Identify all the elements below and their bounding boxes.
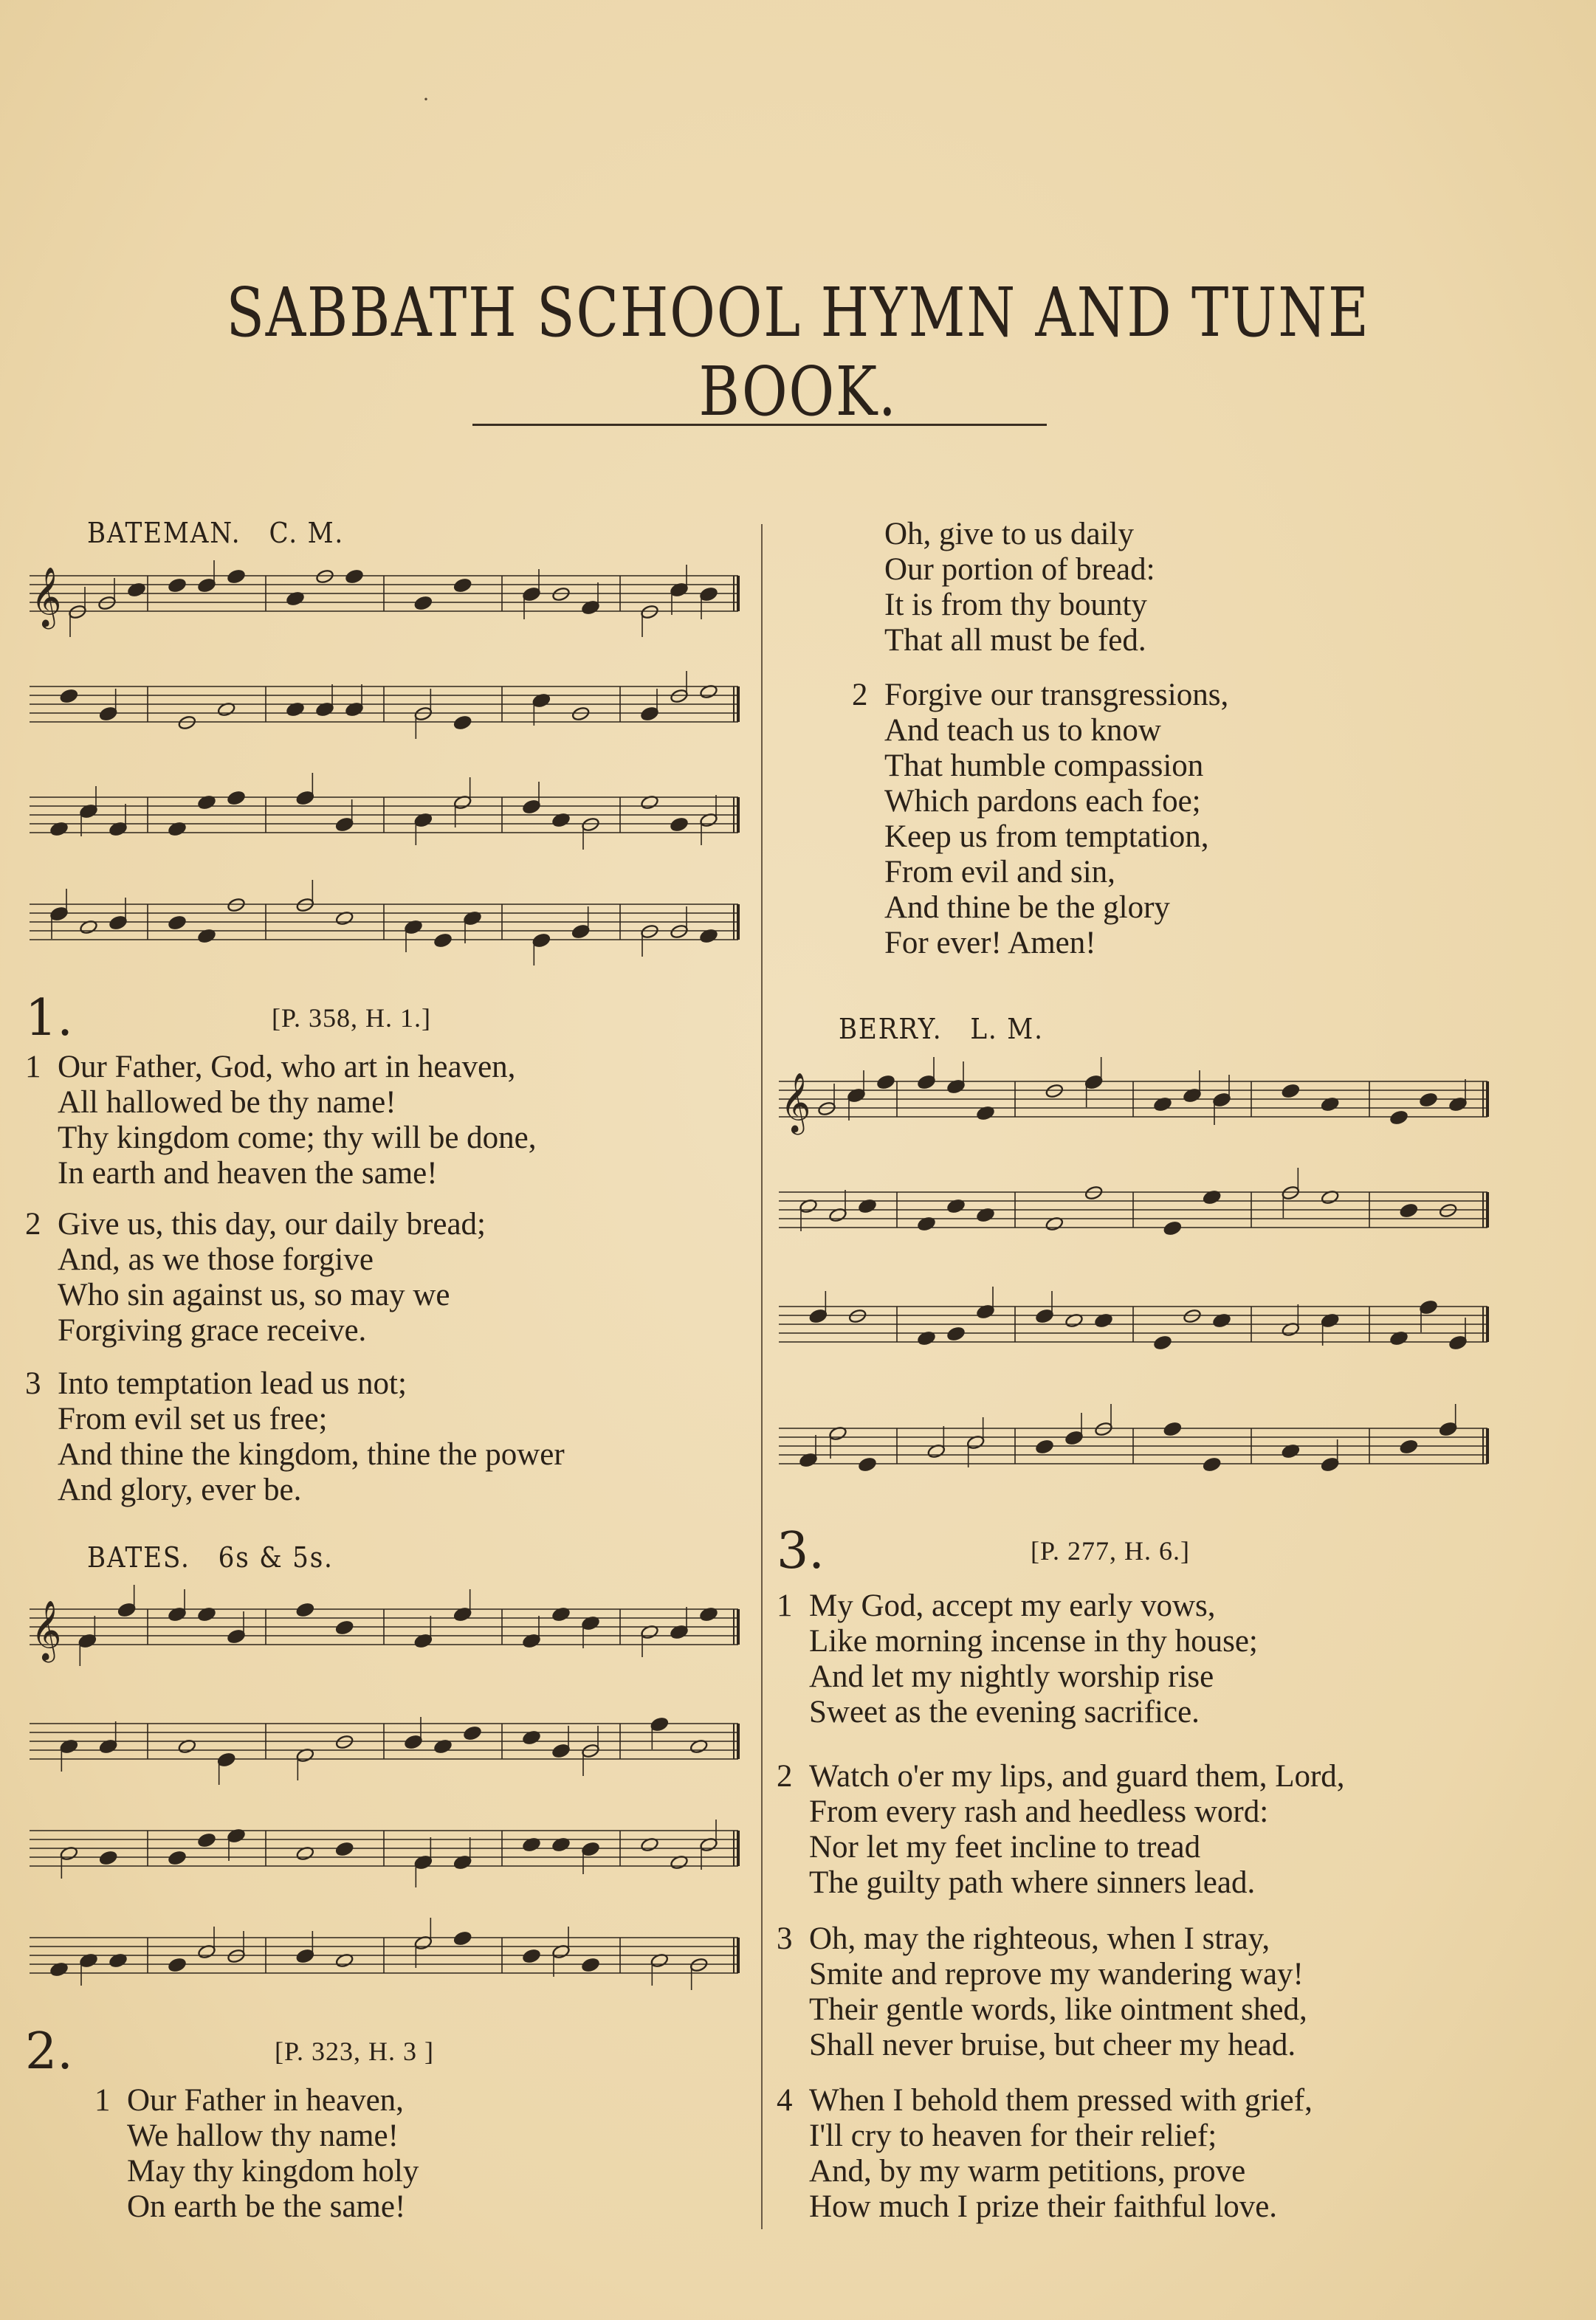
page-title: SABBATH SCHOOL HYMN AND TUNE BOOK. — [226, 273, 1370, 431]
note-head — [1400, 1439, 1419, 1454]
staff — [779, 1287, 1487, 1351]
verse-line: When I behold them pressed with grief, — [809, 2083, 1313, 2118]
staff — [779, 1404, 1487, 1473]
verse-line: Smite and reprove my wandering way! — [809, 1957, 1304, 1992]
note-head — [1084, 1185, 1104, 1200]
note-head — [168, 1850, 187, 1865]
note-head — [463, 1725, 482, 1741]
hymn-number: 2. — [25, 2023, 73, 2081]
note-head — [581, 1957, 600, 1972]
hymn-reference: [P. 358, H. 1.] — [272, 1003, 432, 1033]
tune-name: BERRY. — [839, 1013, 943, 1045]
note-head — [335, 1619, 354, 1635]
verse-line: And thine the kingdom, thine the power — [58, 1437, 565, 1472]
verse-line: Thy kingdom come; thy will be done, — [58, 1121, 537, 1155]
note-head — [522, 1948, 541, 1963]
stanza-number: 2 — [852, 678, 868, 712]
stanza-number: 1 — [94, 2083, 111, 2118]
note-head — [1203, 1456, 1222, 1472]
note-head — [1282, 1083, 1301, 1098]
note-head — [1035, 1439, 1054, 1454]
verse-line: Into temptation lead us not; — [58, 1366, 407, 1401]
stanza-number: 2 — [777, 1759, 793, 1794]
tune-name: BATEMAN. — [87, 517, 241, 549]
note-head — [99, 1850, 118, 1865]
treble-clef-icon: 𝄞 — [780, 1072, 811, 1132]
verse-line: How much I prize their faithful love. — [809, 2189, 1278, 2224]
note-head — [1163, 1220, 1183, 1236]
note-head — [168, 1957, 187, 1972]
note-head — [1094, 1421, 1113, 1436]
verse-line: Sweet as the evening sacrifice. — [809, 1695, 1200, 1729]
verse-line: Oh, may the righteous, when I stray, — [809, 1921, 1270, 1956]
note-head — [1064, 1430, 1084, 1445]
verse-line: Our Father in heaven, — [127, 2083, 404, 2118]
note-head — [581, 1743, 600, 1758]
verse-line: That all must be fed. — [884, 623, 1146, 658]
verse-line: Give us, this day, our daily bread; — [58, 1207, 486, 1242]
note-head — [296, 1948, 315, 1963]
verse-line: Our portion of bread: — [884, 552, 1155, 587]
verse-line: And, as we those forgive — [58, 1242, 374, 1277]
staff — [30, 1585, 738, 1666]
verse-line: Their gentle words, like ointment shed, — [809, 1992, 1307, 2027]
verse-line: Who sin against us, so may we — [58, 1278, 450, 1312]
verse-line: Oh, give to us daily — [884, 517, 1134, 551]
verse-line: Our Father, God, who art in heaven, — [58, 1050, 516, 1084]
note-head — [650, 1716, 670, 1732]
stanza-number: 1 — [777, 1588, 793, 1623]
note-head — [1035, 1308, 1054, 1323]
note-head — [335, 1734, 354, 1749]
verse-line: Forgive our transgressions, — [884, 678, 1229, 712]
verse-line: On earth be the same! — [127, 2189, 406, 2224]
staff — [779, 1168, 1487, 1236]
staff — [30, 1820, 738, 1887]
note-head — [227, 1948, 246, 1963]
verse-line: Watch o'er my lips, and guard them, Lord, — [809, 1759, 1345, 1794]
stanza-number: 4 — [777, 2083, 793, 2118]
verse-line: And, by my warm petitions, prove — [809, 2154, 1246, 2189]
treble-clef-icon: 𝄞 — [31, 1600, 62, 1660]
verse-line: It is from thy bounty — [884, 588, 1147, 622]
verse-line: For ever! Amen! — [884, 926, 1096, 960]
hymn-reference: [P. 323, H. 3 ] — [275, 2037, 435, 2066]
note-head — [817, 1101, 836, 1116]
note-head — [1419, 1092, 1438, 1107]
note-head — [946, 1326, 966, 1341]
note-head — [1282, 1185, 1301, 1200]
stanza-number: 3 — [777, 1921, 793, 1956]
verse-line: From evil and sin, — [884, 855, 1115, 889]
verse-line: That humble compassion — [884, 748, 1204, 783]
note-head — [335, 1841, 354, 1856]
verse-line: And teach us to know — [884, 713, 1161, 748]
note-head — [1212, 1092, 1231, 1107]
note-head — [1163, 1421, 1183, 1436]
hymn-number: 1. — [25, 989, 73, 1047]
verse-line: In earth and heaven the same! — [58, 1156, 438, 1191]
ink-speck: · — [422, 87, 430, 111]
stanza-number: 1 — [25, 1050, 41, 1084]
note-head — [1183, 1308, 1202, 1323]
note-head — [1321, 1456, 1340, 1472]
note-head — [197, 1832, 216, 1848]
hymn-number: 3. — [777, 1522, 825, 1580]
verse-line: The guilty path where sinners lead. — [809, 1865, 1256, 1900]
verse-line: Like morning incense in thy house; — [809, 1624, 1258, 1659]
note-head — [296, 1602, 315, 1617]
verse-line: All hallowed be thy name! — [58, 1085, 396, 1120]
tune-meter: 6s & 5s. — [218, 1541, 334, 1574]
verse-line: May thy kingdom holy — [127, 2154, 419, 2189]
verse-line: Forgiving grace receive. — [58, 1313, 367, 1348]
verse-line: Keep us from temptation, — [884, 819, 1209, 854]
note-head — [227, 1628, 246, 1644]
note-head — [1439, 1202, 1458, 1218]
note-head — [917, 1074, 936, 1090]
verse-line: I'll cry to heaven for their relief; — [809, 2118, 1217, 2153]
stanza-number: 3 — [25, 1366, 41, 1401]
note-head — [876, 1074, 895, 1090]
note-head — [217, 1752, 236, 1767]
note-head — [453, 1930, 472, 1946]
note-head — [1400, 1202, 1419, 1218]
note-head — [1045, 1083, 1064, 1098]
note-head — [1419, 1299, 1438, 1315]
verse-line: And let my nightly worship rise — [809, 1659, 1214, 1694]
stanza — [777, 1588, 1258, 1730]
stanza — [94, 2083, 419, 2225]
staff — [30, 1918, 738, 1990]
tune-meter: L. M. — [970, 1013, 1044, 1045]
treble-clef-icon: 𝄞 — [31, 566, 62, 627]
tune-meter: C. M. — [269, 517, 345, 549]
note-head — [404, 1734, 423, 1749]
staff — [779, 1057, 1487, 1135]
note-head — [1448, 1335, 1468, 1350]
note-head — [1389, 1109, 1408, 1125]
note-head — [858, 1456, 877, 1472]
note-head — [809, 1308, 828, 1323]
verse-line: My God, accept my early vows, — [809, 1588, 1216, 1623]
verse-line: Nor let my feet incline to tread — [809, 1830, 1201, 1865]
tune-name: BATES. — [87, 1541, 190, 1574]
note-head — [848, 1308, 867, 1323]
verse-line: We hallow thy name! — [127, 2118, 399, 2153]
verse-line: Which pardons each foe; — [884, 784, 1201, 819]
verse-line: From evil set us free; — [58, 1402, 328, 1436]
stanza — [777, 1759, 1345, 1901]
stanza — [777, 2083, 1313, 2225]
verse-line: Shall never bruise, but cheer my head. — [809, 2028, 1296, 2062]
note-head — [581, 1841, 600, 1856]
note-head — [1153, 1335, 1172, 1350]
hymn-reference: [P. 277, H. 6.] — [1031, 1536, 1191, 1566]
note-head — [1439, 1421, 1458, 1436]
verse-line: From every rash and heedless word: — [809, 1794, 1269, 1829]
verse-line: And glory, ever be. — [58, 1473, 302, 1507]
note-head — [117, 1602, 137, 1617]
staff — [30, 1716, 738, 1785]
verse-line: And thine be the glory — [884, 890, 1170, 925]
stanza — [777, 1921, 1307, 2063]
note-head — [1084, 1074, 1104, 1090]
stanza-number: 2 — [25, 1207, 41, 1242]
note-head — [689, 1957, 709, 1972]
note-head — [551, 1743, 571, 1758]
